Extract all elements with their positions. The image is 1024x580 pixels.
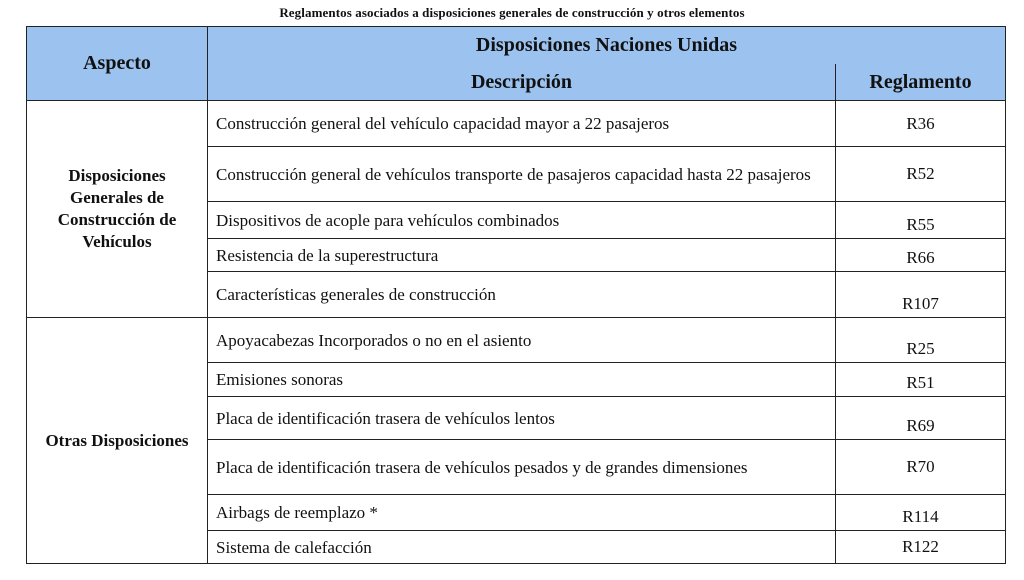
regulation-cell: R107 xyxy=(836,272,1006,318)
aspect-label: Otras Disposiciones xyxy=(45,430,189,450)
header-disposiciones-naciones-unidas: Disposiciones Naciones Unidas xyxy=(208,27,1006,65)
regulation-cell: R36 xyxy=(836,101,1006,147)
regulation-cell: R25 xyxy=(836,318,1006,363)
table-row xyxy=(27,318,1006,363)
aspect-cell-otras-disposiciones xyxy=(27,318,208,564)
regulations-table xyxy=(26,26,1006,564)
aspect-cell-disposiciones-generales xyxy=(27,101,208,318)
regulation-cell: R55 xyxy=(836,202,1006,239)
description-cell: Emisiones sonoras xyxy=(208,363,836,397)
regulation-cell: R122 xyxy=(836,531,1006,564)
description-cell: Placa de identificación trasera de vehículos lentos xyxy=(208,397,836,440)
description-cell: Airbags de reemplazo * xyxy=(208,495,836,531)
header-descripcion: Descripción xyxy=(208,64,836,101)
table-header xyxy=(27,27,1006,101)
description-cell: Construcción general del vehículo capacidad mayor a 22 pasajeros xyxy=(208,101,836,147)
regulation-cell: R70 xyxy=(836,440,1006,495)
regulation-cell: R69 xyxy=(836,397,1006,440)
table-row xyxy=(27,101,1006,147)
description-cell: Construcción general de vehículos transporte de pasajeros capacidad hasta 22 pasajeros xyxy=(208,147,836,202)
header-aspecto: Aspecto xyxy=(27,27,208,101)
description-cell: Placa de identificación trasera de vehículos pesados y de grandes dimensiones xyxy=(208,440,836,495)
regulation-cell: R51 xyxy=(836,363,1006,397)
regulation-cell: R66 xyxy=(836,239,1006,272)
aspect-label: Disposiciones Generales de Construcción de Vehículos xyxy=(57,166,177,251)
description-cell: Características generales de construcción xyxy=(208,272,836,318)
description-cell: Sistema de calefacción xyxy=(208,531,836,564)
table-caption: Reglamentos asociados a disposiciones generales de construcción y otros elementos xyxy=(279,5,745,20)
table-body xyxy=(27,101,1006,564)
description-cell: Resistencia de la superestructura xyxy=(208,239,836,272)
regulation-cell: R114 xyxy=(836,495,1006,531)
regulation-cell: R52 xyxy=(836,147,1006,202)
header-reglamento: Reglamento xyxy=(836,64,1006,101)
description-cell: Dispositivos de acople para vehículos combinados xyxy=(208,202,836,239)
description-cell: Apoyacabezas Incorporados o no en el asiento xyxy=(208,318,836,363)
